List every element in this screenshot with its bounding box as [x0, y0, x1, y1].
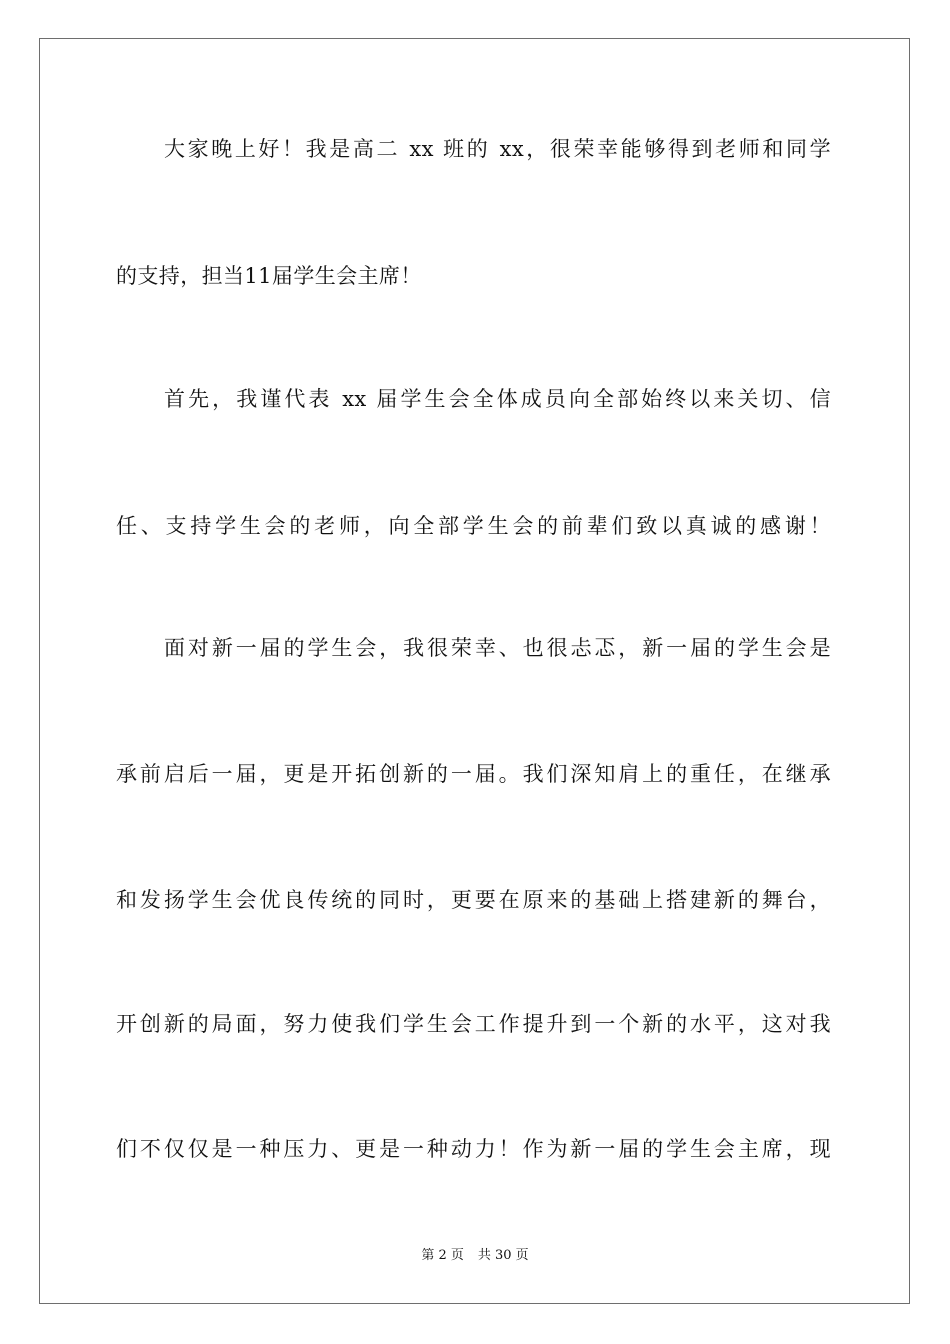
paragraph-1-line-1: 大家晚上好！我是高二 xx 班的 xx，很荣幸能够得到老师和同学 [164, 137, 831, 161]
paragraph-2-line-1: 首先，我谨代表 xx 届学生会全体成员向全部始终以来关切、信 [164, 387, 831, 411]
page-total: 共 30 页 [477, 1248, 529, 1263]
paragraph-3-line-1: 面对新一届的学生会，我很荣幸、也很忐忑，新一届的学生会是 [164, 636, 831, 660]
paragraph-1-line-2: 的支持，担当11届学生会主席！ [116, 264, 422, 288]
paragraph-3-line-5: 们不仅仅是一种压力、更是一种动力！作为新一届的学生会主席，现 [116, 1137, 831, 1161]
page-frame [39, 38, 910, 1304]
paragraph-2-line-2: 任、支持学生会的老师，向全部学生会的前辈们致以真诚的感谢！ [116, 514, 831, 538]
paragraph-3-line-2: 承前启后一届，更是开拓创新的一届。我们深知肩上的重任，在继承 [116, 762, 831, 786]
page-footer [0, 1247, 950, 1265]
paragraph-3-line-4: 开创新的局面，努力使我们学生会工作提升到一个新的水平，这对我 [116, 1012, 831, 1036]
paragraph-3-line-3: 和发扬学生会优良传统的同时，更要在原来的基础上搭建新的舞台， [116, 888, 831, 912]
page-number: 第 2 页 [421, 1248, 464, 1263]
